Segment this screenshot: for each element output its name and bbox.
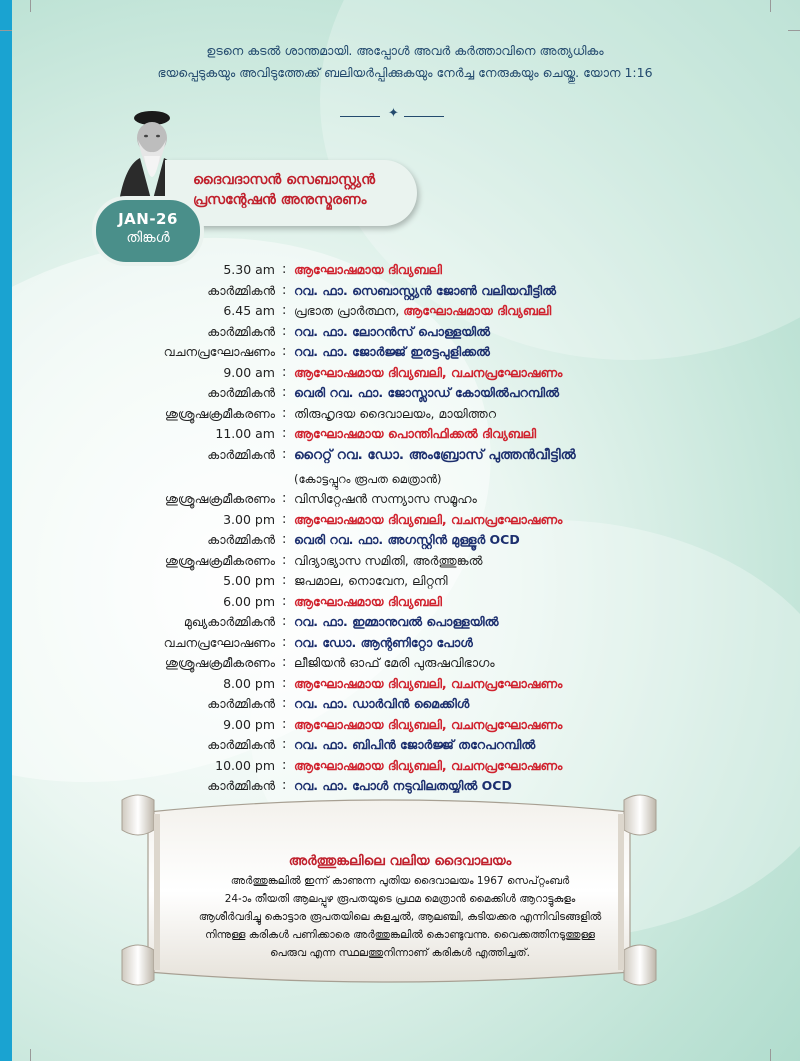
title-line-1: ദൈവദാസൻ സെബാസ്റ്റ്യൻ xyxy=(193,172,376,188)
schedule-row xyxy=(0,571,800,592)
star-icon: ✦ xyxy=(388,106,399,121)
schedule-row xyxy=(0,633,800,654)
schedule-row xyxy=(0,592,800,613)
schedule-label: ശുശ്രൂഷക്രമീകരണം xyxy=(164,655,275,670)
schedule-value xyxy=(294,653,495,673)
schedule-value-part: റവ. ഫാ. ഡാർവിൻ മൈക്കിൾ xyxy=(294,696,470,711)
scroll-title: അർത്തുങ്കലിലെ വലിയ ദൈവാലയം xyxy=(288,853,512,869)
schedule-label: 3.00 pm xyxy=(223,511,275,527)
schedule-value-part: ആഘോഷമായ ദിവ്യബലി, വചനപ്രഘോഷണം xyxy=(294,511,563,527)
schedule-value xyxy=(294,445,576,465)
schedule-row xyxy=(0,260,800,281)
schedule-label: 6.45 am xyxy=(223,303,275,318)
schedule-colon: : xyxy=(282,282,287,298)
schedule-label: കാർമ്മികൻ xyxy=(207,737,275,752)
schedule-colon: : xyxy=(282,573,287,588)
schedule-value xyxy=(294,715,562,735)
schedule-colon: : xyxy=(282,716,287,732)
schedule-value-part: വിസിറ്റേഷൻ സന്ന്യാസ സമൂഹം xyxy=(294,491,477,506)
schedule-label: 5.30 am xyxy=(223,262,275,277)
schedule-value xyxy=(294,424,536,444)
schedule-colon: : xyxy=(282,737,287,752)
quote-line-1: ഉടനെ കടൽ ശാന്തമായി. അപ്പോൾ അവർ കർത്താവിനെ അത്യധികം xyxy=(206,43,604,58)
schedule-value xyxy=(294,260,442,280)
schedule-value xyxy=(294,551,483,571)
schedule-colon: : xyxy=(282,532,287,547)
schedule-value-part: റവ. ഫാ. പോൾ നടുവിലതയ്യിൽ OCD xyxy=(294,778,512,793)
schedule-colon: : xyxy=(282,323,287,339)
title-line-2: പ്രസന്റേഷൻ അനുസ്മരണം xyxy=(193,192,367,208)
scroll-line-1: അർത്തുങ്കലിൽ ഇന്ന് കാണുന്ന പുതിയ ദൈവാലയം 1967 സെപ്റ്റംബർ xyxy=(230,875,570,887)
schedule-value-part: തിരുഹൃദയ ദൈവാലയം, മായിത്തറ xyxy=(294,405,496,421)
schedule-value-part: ആഘോഷമായ ദിവ്യബലി, വചനപ്രഘോഷണം xyxy=(294,364,563,380)
schedule-label: 10.00 pm xyxy=(215,757,275,773)
schedule-value-part: ജപമാല, നൊവേന, ലിറ്റനി xyxy=(294,573,448,588)
schedule-colon: : xyxy=(282,364,287,380)
schedule-value-part: (കോട്ടപ്പുറം രൂപത മെത്രാൻ) xyxy=(294,471,442,486)
schedule-value xyxy=(294,612,499,632)
schedule-value xyxy=(294,571,448,591)
schedule-label: കാർമ്മികൻ xyxy=(207,778,275,793)
schedule-value xyxy=(294,735,535,755)
schedule-row xyxy=(0,715,800,736)
schedule-colon: : xyxy=(282,696,287,711)
schedule-row xyxy=(0,383,800,404)
schedule-value-part: ആഘോഷമായ ദിവ്യബലി xyxy=(294,593,442,609)
schedule-label: ശുശ്രൂഷക്രമീകരണം xyxy=(164,491,275,506)
schedule-value-part: റവ. ഫാ. ബിപിൻ ജോർജ്ജ് തറേപറമ്പിൽ xyxy=(294,737,536,752)
schedule-value xyxy=(294,510,562,530)
schedule-value xyxy=(294,633,473,653)
schedule-row xyxy=(0,469,800,490)
schedule-row xyxy=(0,694,800,715)
schedule-value-part: ലീജിയൻ ഓഫ് മേരി പുരുഷവിഭാഗം xyxy=(294,655,495,670)
schedule-value-part: വെരി റവ. ഫാ. ജോസ്ലാഡ് കോയിൽപറമ്പിൽ xyxy=(294,385,559,400)
schedule-colon: : xyxy=(282,385,287,400)
schedule-row xyxy=(0,653,800,674)
schedule-value xyxy=(294,342,490,362)
scroll-line-4: നിന്നുള്ള കരികൾ പണിക്കാരെ അർത്തുങ്കലിൽ കൊണ്ടുവന്നു. വൈക്കത്തിനടുത്തുള്ള xyxy=(205,929,595,941)
schedule-value-part: ആഘോഷമായ ദിവ്യബലി xyxy=(403,303,552,318)
schedule-label: മുഖ്യകാർമ്മികൻ xyxy=(183,614,275,629)
scroll-line-5: പെരുവ എന്ന സ്ഥലത്തുനിന്നാണ് കരികൾ എത്തിച്ചത്. xyxy=(270,947,530,959)
schedule-label: 5.00 pm xyxy=(223,573,275,588)
schedule-row xyxy=(0,424,800,445)
schedule-value xyxy=(294,674,562,694)
schedule-row xyxy=(0,735,800,756)
schedule-colon: : xyxy=(282,593,287,609)
scroll-body xyxy=(180,872,620,962)
schedule-colon: : xyxy=(282,303,287,318)
schedule-row xyxy=(0,612,800,633)
schedule-value-part: റവ. ഫാ. ലോറൻസ് പൊള്ളയിൽ xyxy=(294,323,491,339)
schedule-value-part: റവ. ഫാ. സെബാസ്റ്റ്യൻ ജോൺ വലിയവീട്ടിൽ xyxy=(294,282,557,298)
schedule-label: കാർമ്മികൻ xyxy=(207,532,275,547)
schedule-colon: : xyxy=(282,634,287,650)
schedule-row xyxy=(0,489,800,510)
schedule-colon: : xyxy=(282,426,287,441)
schedule-colon: : xyxy=(282,511,287,527)
schedule-colon: : xyxy=(282,675,287,691)
schedule-value xyxy=(294,404,496,424)
schedule-value-part: ആഘോഷമായ പൊന്തിഫിക്കൽ ദിവ്യബലി xyxy=(294,426,537,441)
schedule-colon: : xyxy=(282,405,287,421)
schedule-value-part: ആഘോഷമായ ദിവ്യബലി, വചനപ്രഘോഷണം xyxy=(294,675,563,691)
schedule-row xyxy=(0,510,800,531)
schedule-value xyxy=(294,383,559,403)
schedule-label: 8.00 pm xyxy=(223,675,275,691)
schedule-value xyxy=(294,592,442,612)
scroll-line-2: 24-ാം തീയതി ആലപ്പുഴ രൂപതയുടെ പ്രഥമ മെത്രാൻ മൈക്കിൾ ആറാട്ടുകുളം xyxy=(224,893,576,905)
date-weekday: തിങ്കൾ xyxy=(126,230,170,246)
event-title-banner xyxy=(165,160,417,226)
schedule-label: കാർമ്മികൻ xyxy=(207,323,275,339)
schedule-row xyxy=(0,756,800,777)
schedule-label: കാർമ്മികൻ xyxy=(207,385,275,400)
schedule-colon: : xyxy=(282,446,287,462)
schedule-colon: : xyxy=(282,778,287,793)
schedule-row xyxy=(0,281,800,302)
schedule-colon: : xyxy=(282,491,287,506)
schedule-value xyxy=(294,530,520,550)
schedule-value-part: വിദ്യാഭ്യാസ സമിതി, അർത്തുങ്കൽ xyxy=(294,552,483,568)
schedule-value-part: ആഘോഷമായ ദിവ്യബലി, വചനപ്രഘോഷണം xyxy=(294,757,563,773)
schedule-label: കാർമ്മികൻ xyxy=(207,446,275,462)
schedule-label: 9.00 pm xyxy=(223,716,275,732)
schedule-value-part: റവ. ഫാ. ജോർജ്ജ് ഇരട്ടപുളിക്കൽ xyxy=(294,344,490,359)
schedule-row xyxy=(0,530,800,551)
schedule-value xyxy=(294,489,477,509)
schedule-value xyxy=(294,694,469,714)
schedule-value xyxy=(294,363,562,383)
schedule-value-part: റവ. ഡോ. ആന്റണിറ്റോ പോൾ xyxy=(294,634,473,650)
date-day: JAN-26 xyxy=(118,210,178,228)
schedule-value-part: പ്രഭാത പ്രാർത്ഥന, xyxy=(294,303,404,318)
schedule-label: 6.00 pm xyxy=(223,593,275,609)
schedule-value-part: വെരി റവ. ഫാ. അഗസ്റ്റിൻ മുള്ളൂർ OCD xyxy=(294,532,520,547)
schedule-colon: : xyxy=(282,757,287,773)
schedule-list xyxy=(0,260,800,797)
schedule-row xyxy=(0,674,800,695)
schedule-value-part: ആഘോഷമായ ദിവ്യബലി, വചനപ്രഘോഷണം xyxy=(294,716,563,732)
schedule-value-part: റൈറ്റ് റവ. ഡോ. അംബ്രോസ് പുത്തൻവീട്ടിൽ xyxy=(294,446,576,463)
schedule-row xyxy=(0,342,800,363)
schedule-row xyxy=(0,445,800,469)
schedule-row xyxy=(0,551,800,572)
quote-line-2: ഭയപ്പെടുകയും അവിടുത്തേക്ക് ബലിയർപ്പിക്കുകയും നേർച്ച നേരുകയും ചെയ്തു. യോന 1:16 xyxy=(157,65,653,80)
scroll-line-3: ആശീർവദിച്ചു കൊട്ടാര രൂപതയിലെ കുളച്ചൽ, ആലഞ്ചി, കടിയക്കര എന്നിവിടങ്ങളിൽ xyxy=(198,911,602,923)
schedule-value xyxy=(294,756,562,776)
schedule-label: 11.00 am xyxy=(215,426,275,441)
schedule-row xyxy=(0,363,800,384)
schedule-colon: : xyxy=(282,614,287,629)
schedule-label: കാർമ്മികൻ xyxy=(207,696,275,711)
schedule-value xyxy=(294,301,551,321)
bible-quote xyxy=(40,40,770,84)
schedule-label: വചനപ്രഘോഷണം xyxy=(163,634,275,650)
schedule-value xyxy=(294,322,490,342)
schedule-row xyxy=(0,322,800,343)
schedule-label: ശുശ്രൂഷക്രമീകരണം xyxy=(164,405,275,421)
schedule-label: ശുശ്രൂഷക്രമീകരണം xyxy=(164,552,275,568)
schedule-colon: : xyxy=(282,344,287,359)
schedule-row xyxy=(0,301,800,322)
schedule-value-part: ആഘോഷമായ ദിവ്യബലി xyxy=(294,262,442,277)
date-badge xyxy=(92,196,204,266)
schedule-value xyxy=(294,281,556,301)
schedule-row xyxy=(0,404,800,425)
schedule-label: കാർമ്മികൻ xyxy=(207,282,275,298)
schedule-label: 9.00 am xyxy=(223,364,275,380)
schedule-value xyxy=(294,469,442,489)
schedule-colon: : xyxy=(282,655,287,670)
schedule-value-part: റവ. ഫാ. ഇമ്മാനുവൽ പൊള്ളയിൽ xyxy=(294,614,499,629)
schedule-label: വചനപ്രഘോഷണം xyxy=(163,344,275,359)
schedule-colon: : xyxy=(282,262,287,277)
schedule-colon: : xyxy=(282,552,287,568)
